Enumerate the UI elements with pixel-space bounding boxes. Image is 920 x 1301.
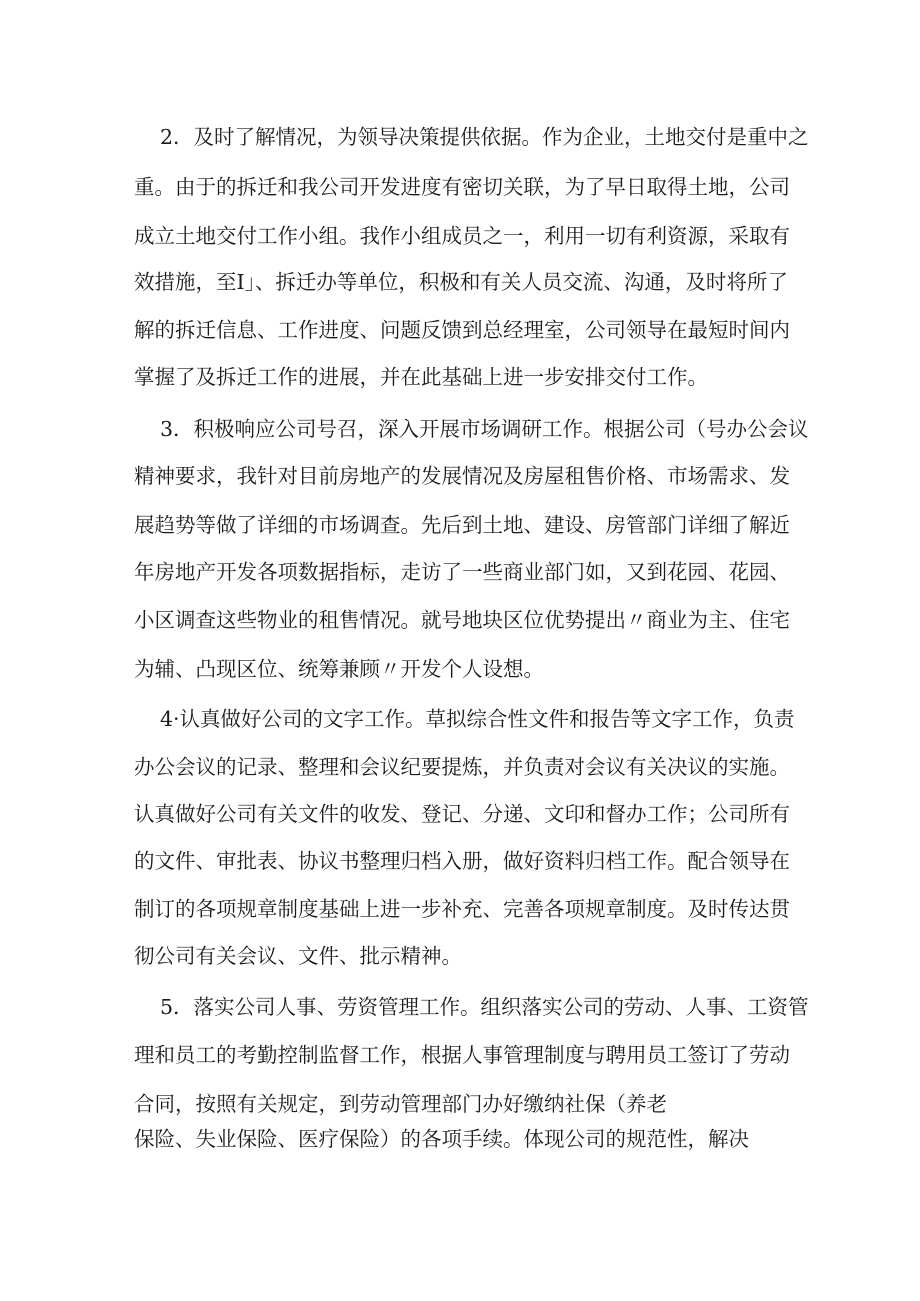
paragraph-2-line-3: 成立土地交付工作小组。我作小组成员之一，利用一切有利资源，采取有 [134,224,790,248]
paragraph-3-line-3: 展趋势等做了详细的市场调查。先后到土地、建设、房管部门详细了解近 [134,513,790,537]
paragraph-2-line-5: 解的拆迁信息、工作进度、问题反馈到总经理室，公司领导在最短时间内 [134,318,790,342]
paragraph-2-line-2: 重。由于的拆迁和我公司开发进度有密切关联，为了早日取得土地，公司 [134,175,790,199]
paragraph-3-line-6: 为辅、凸现区位、统筹兼顾〃开发个人设想。 [134,657,544,681]
paragraph-2-line-6: 掌握了及拆迁工作的进展，并在此基础上进一步安排交付工作。 [134,365,708,389]
paragraph-4-line-2: 办公会议的记录、整理和会议纪要提炼，并负责对会议有关决议的实施。 [134,755,790,779]
paragraph-4-line-6: 彻公司有关会议、文件、批示精神。 [134,944,462,968]
paragraph-4-line-5: 制订的各项规章制度基础上进一步补充、完善各项规章制度。及时传达贯 [134,897,790,921]
paragraph-2-line-1: 2．及时了解情况，为领导决策提供依据。作为企业，土地交付是重中之 [160,125,809,149]
paragraph-3-line-2: 精神要求，我针对目前房地产的发展情况及房屋租售价格、市场需求、发 [134,464,790,488]
paragraph-3-line-4: 年房地产开发各项数据指标，走访了一些商业部门如，又到花园、花园、 [134,560,790,584]
paragraph-5-line-4: 保险、失业保险、医疗保险）的各项手续。体现公司的规范性，解决 [134,1127,749,1151]
paragraph-4-line-1: 4·认真做好公司的文字工作。草拟综合性文件和报告等文字工作，负责 [160,707,795,731]
paragraph-4-line-4: 的文件、审批表、协议书整理归档入册，做好资料归档工作。配合领导在 [134,849,790,873]
paragraph-3-line-5: 小区调查这些物业的租售情况。就号地块区位优势提出〃商业为主、住宅 [134,608,790,632]
paragraph-5-line-3: 合同，按照有关规定，到劳动管理部门办好缴纳社保（养老 [134,1092,667,1116]
paragraph-4-line-3: 认真做好公司有关文件的收发、登记、分递、文印和督办工作；公司所有 [134,802,790,826]
paragraph-5-line-2: 理和员工的考勤控制监督工作，根据人事管理制度与聘用员工签订了劳动 [134,1043,790,1067]
paragraph-5-line-1: 5．落实公司人事、劳资管理工作。组织落实公司的劳动、人事、工资管 [160,995,809,1019]
paragraph-3-line-1: 3．积极响应公司号召，深入开展市场调研工作。根据公司（号办公会议 [160,417,809,441]
paragraph-2-line-4: 效措施，至I」、拆迁办等单位，积极和有关人员交流、沟通，及时将所了 [134,270,788,294]
